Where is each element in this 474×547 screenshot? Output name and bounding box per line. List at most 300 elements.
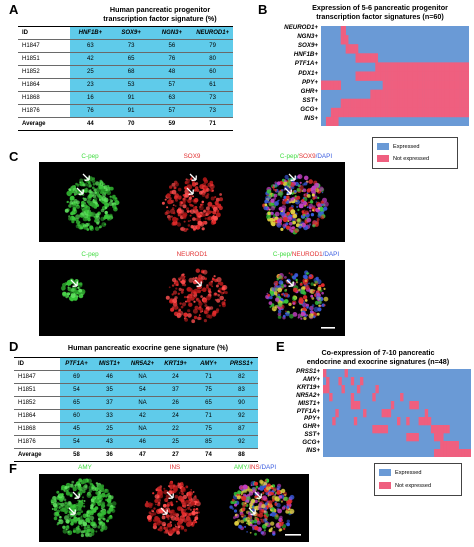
row-id-cell: H1847 [18, 40, 70, 53]
cell-signal [203, 299, 207, 303]
cell-signal [194, 198, 198, 202]
heatmap-cell-not-expressed [425, 99, 428, 108]
cell-signal [285, 225, 287, 227]
heatmap-cell-not-expressed [373, 90, 376, 99]
heatmap-cell-not-expressed [402, 71, 405, 80]
cell-signal [303, 295, 307, 299]
heatmap-cell-not-expressed [434, 449, 437, 457]
heatmap-cell-not-expressed [440, 425, 443, 433]
value-cell: 85 [192, 436, 225, 449]
value-cell: 42 [70, 53, 111, 66]
c1-label-merge [236, 153, 376, 160]
cell-signal [235, 514, 238, 517]
cell-signal [279, 529, 282, 532]
value-cell: 73 [192, 92, 233, 105]
cell-signal [324, 304, 326, 306]
cell-signal [264, 511, 266, 513]
cell-signal [310, 295, 313, 298]
average-value: 47 [126, 449, 159, 462]
cell-signal [182, 512, 185, 515]
header-cell: NGN3+ [152, 27, 193, 40]
heatmap-cell-not-expressed [442, 99, 445, 108]
heatmap-b [321, 26, 469, 126]
cell-signal [93, 183, 96, 186]
cell-signal [295, 230, 298, 233]
heatmap-cell-not-expressed [385, 99, 388, 108]
cell-signal [190, 220, 192, 222]
cell-signal [234, 521, 239, 526]
cell-signal [290, 273, 292, 275]
cell-signal [188, 220, 190, 222]
cell-signal [209, 282, 213, 286]
gene-label: SOX9+ [297, 42, 318, 50]
cell-signal [296, 206, 298, 208]
heatmap-cell-not-expressed [434, 99, 437, 108]
cell-signal [90, 506, 93, 509]
cell-signal [175, 495, 179, 499]
heatmap-cell-not-expressed [326, 377, 329, 385]
cell-signal [304, 182, 307, 185]
heatmap-cell-not-expressed [457, 62, 460, 71]
cell-signal [187, 520, 192, 525]
heatmap-cell-not-expressed [407, 108, 410, 117]
cell-signal [63, 489, 65, 491]
cell-signal [70, 196, 75, 201]
heatmap-cell-not-expressed [452, 108, 455, 117]
heatmap-cell-not-expressed [459, 71, 462, 80]
cell-signal [300, 289, 305, 294]
cell-signal [177, 313, 182, 318]
cell-signal [202, 201, 205, 204]
heatmap-cell-not-expressed [397, 108, 400, 117]
heatmap-cell-not-expressed [427, 71, 430, 80]
cell-signal [306, 218, 311, 223]
cell-signal [300, 318, 302, 320]
cell-signal [219, 197, 223, 201]
cell-signal [206, 286, 209, 289]
heatmap-cell-not-expressed [412, 108, 415, 117]
cell-signal [284, 299, 289, 304]
heatmap-cell-not-expressed [363, 53, 366, 62]
cell-signal [95, 227, 99, 231]
cell-signal [303, 214, 305, 216]
heatmap-cell-not-expressed [406, 417, 409, 425]
cell-signal [68, 188, 71, 191]
cell-signal [53, 503, 57, 507]
c2-label-cpep: C-pep [81, 251, 99, 258]
cell-signal [274, 189, 277, 192]
heatmap-cell-not-expressed [416, 401, 419, 409]
value-cell: 76 [152, 53, 193, 66]
cell-signal [64, 486, 67, 489]
cell-signal [280, 298, 283, 301]
cell-signal [101, 196, 106, 201]
cell-signal [204, 309, 209, 314]
cell-signal [255, 495, 258, 498]
value-cell: 65 [60, 397, 93, 410]
cell-signal [184, 189, 188, 193]
cell-signal [160, 526, 163, 529]
cell-signal [183, 194, 185, 196]
cell-signal [75, 529, 80, 534]
heatmap-cell-not-expressed [430, 62, 433, 71]
cell-signal [289, 222, 293, 226]
heatmap-cell-not-expressed [375, 385, 378, 393]
cell-signal [195, 296, 197, 298]
cell-signal [254, 533, 257, 536]
heatmap-cell-not-expressed [380, 90, 383, 99]
cell-signal [219, 206, 223, 210]
heatmap-cell-not-expressed [341, 35, 344, 44]
value-cell: 45 [60, 423, 93, 436]
heatmap-cell-not-expressed [432, 90, 435, 99]
heatmap-cell-not-expressed [422, 417, 425, 425]
heatmap-cell-not-expressed [400, 81, 403, 90]
cell-signal [189, 197, 192, 200]
cell-signal [318, 207, 320, 209]
cell-signal [322, 192, 324, 194]
cell-signal [303, 188, 307, 192]
heatmap-cell-not-expressed [467, 99, 469, 108]
cell-signal [81, 201, 85, 205]
cell-signal [277, 223, 282, 228]
cell-signal [313, 291, 315, 293]
cell-signal [259, 513, 264, 518]
cell-signal [184, 318, 188, 322]
table-row [18, 105, 233, 118]
cell-signal [202, 227, 205, 230]
heatmap-cell-not-expressed [385, 108, 388, 117]
heatmap-cell-not-expressed [447, 62, 450, 71]
cell-signal [187, 313, 192, 318]
heatmap-cell-not-expressed [462, 81, 465, 90]
cell-signal [104, 192, 107, 195]
cell-signal [71, 288, 75, 292]
cell-signal [95, 213, 99, 217]
cell-signal [81, 525, 83, 527]
cell-signal [279, 495, 282, 498]
cell-signal [274, 515, 279, 520]
cell-signal [317, 287, 321, 291]
heatmap-cell-not-expressed [400, 99, 403, 108]
cell-signal [62, 292, 67, 297]
heatmap-cell-not-expressed [390, 62, 393, 71]
value-cell: 42 [126, 410, 159, 423]
cell-signal [202, 193, 206, 197]
f-label-amy: AMY [78, 464, 92, 471]
cell-signal [196, 514, 198, 516]
heatmap-cell-not-expressed [447, 71, 450, 80]
heatmap-cell-not-expressed [444, 71, 447, 80]
panel-a-title-line1: Human pancreatic progenitor [109, 5, 211, 14]
average-value: 58 [60, 449, 93, 462]
heatmap-cell-not-expressed [464, 99, 467, 108]
cell-signal [175, 199, 178, 202]
row-id-cell: H1864 [14, 410, 60, 423]
average-value: 71 [192, 118, 233, 131]
cell-signal [233, 516, 236, 519]
header-cell: NEUROD1+ [192, 27, 233, 40]
heatmap-cell-not-expressed [343, 108, 346, 117]
cell-signal [169, 286, 171, 288]
heatmap-cell-not-expressed [378, 90, 381, 99]
cell-signal [267, 293, 269, 295]
value-cell: NA [126, 371, 159, 384]
cell-signal [188, 182, 190, 184]
heatmap-cell-not-expressed [331, 81, 334, 90]
cell-signal [308, 179, 313, 184]
heatmap-cell-not-expressed [456, 449, 459, 457]
heatmap-cell-not-expressed [449, 71, 452, 80]
heatmap-cell-not-expressed [431, 425, 434, 433]
heatmap-cell-not-expressed [442, 81, 445, 90]
heatmap-cell-not-expressed [459, 81, 462, 90]
cell-signal [82, 184, 85, 187]
table-row [18, 92, 233, 105]
average-row [14, 449, 258, 462]
heatmap-cell-not-expressed [353, 99, 356, 108]
heatmap-cell-not-expressed [391, 401, 394, 409]
heatmap-cell-not-expressed [363, 108, 366, 117]
heatmap-cell-not-expressed [459, 449, 462, 457]
cell-signal [75, 503, 80, 508]
heatmap-cell-not-expressed [331, 117, 334, 126]
c1-label-sox9: SOX9 [183, 153, 201, 160]
heatmap-cell-not-expressed [383, 81, 386, 90]
cell-signal [208, 290, 211, 293]
heatmap-cell-not-expressed [388, 108, 391, 117]
value-cell: 16 [70, 92, 111, 105]
cell-signal [277, 288, 282, 293]
cell-signal [92, 523, 97, 528]
legend-b-not-expressed-label: Not expressed [393, 155, 430, 162]
heatmap-cell-not-expressed [356, 53, 359, 62]
cell-signal [191, 319, 195, 323]
cell-signal [312, 220, 316, 224]
cell-signal [266, 486, 270, 490]
value-cell: 25 [159, 436, 192, 449]
cell-signal [196, 509, 198, 511]
cell-signal [101, 209, 105, 213]
legend-e-not-expressed [379, 482, 431, 489]
value-cell: 75 [192, 384, 225, 397]
gene-label: GCG+ [300, 105, 318, 113]
cell-signal [284, 179, 287, 182]
value-cell: 90 [225, 397, 258, 410]
cell-signal [250, 524, 253, 527]
cell-signal [289, 272, 291, 274]
c1-merge-sox9: SOX9 [298, 153, 316, 160]
cell-signal [275, 212, 280, 217]
cell-signal [260, 519, 262, 521]
cell-signal [281, 501, 283, 503]
cell-signal [203, 177, 207, 181]
cell-signal [271, 222, 274, 225]
cell-signal [81, 534, 84, 537]
cell-signal [296, 200, 298, 202]
cell-signal [283, 294, 285, 296]
row-id-cell: H1852 [14, 397, 60, 410]
cell-signal [83, 505, 85, 507]
cell-signal [207, 210, 211, 214]
cell-signal [309, 210, 311, 212]
heatmap-cell-not-expressed [351, 393, 354, 401]
value-cell: 53 [111, 79, 152, 92]
cell-signal [281, 205, 286, 210]
average-label: Average [14, 449, 60, 462]
heatmap-cell-not-expressed [447, 81, 450, 90]
cell-signal [213, 215, 215, 217]
cell-signal [106, 190, 111, 195]
heatmap-cell-not-expressed [425, 417, 428, 425]
heatmap-cell-not-expressed [434, 71, 437, 80]
cell-signal [268, 294, 271, 297]
heatmap-cell-not-expressed [346, 44, 349, 53]
cell-signal [101, 183, 103, 185]
cell-signal [157, 503, 160, 506]
heatmap-cell-not-expressed [395, 108, 398, 117]
cell-signal [192, 217, 196, 221]
cell-signal [72, 486, 75, 489]
cell-signal [272, 531, 275, 534]
heatmap-cell-not-expressed [397, 71, 400, 80]
cell-signal [219, 193, 222, 196]
cell-signal [188, 491, 193, 496]
heatmap-cell-not-expressed [338, 377, 341, 385]
cell-signal [297, 209, 299, 211]
f-label-merge [210, 464, 300, 471]
cell-signal [319, 299, 321, 301]
cell-signal [178, 188, 182, 192]
heatmap-cell-not-expressed [464, 108, 467, 117]
cell-signal [252, 528, 254, 530]
heatmap-cell-not-expressed [326, 117, 329, 126]
heatmap-cell-not-expressed [356, 99, 359, 108]
heatmap-cell-not-expressed [390, 90, 393, 99]
cell-signal [309, 313, 314, 318]
cell-signal [85, 518, 90, 523]
expressed-swatch [379, 469, 391, 476]
heatmap-cell-not-expressed [360, 108, 363, 117]
gene-label: HNF1B+ [293, 51, 318, 59]
cell-signal [197, 213, 201, 217]
heatmap-cell-not-expressed [453, 441, 456, 449]
table-a [18, 26, 233, 131]
heatmap-cell-not-expressed [402, 62, 405, 71]
cell-signal [267, 212, 270, 215]
header-cell: PTF1A+ [60, 358, 93, 371]
cell-signal [213, 216, 218, 221]
heatmap-cell-not-expressed [346, 108, 349, 117]
heatmap-cell-not-expressed [397, 417, 400, 425]
cell-signal [310, 200, 313, 203]
cell-signal [105, 211, 108, 214]
heatmap-cell-not-expressed [353, 108, 356, 117]
cell-signal [179, 302, 181, 304]
heatmap-cell-not-expressed [383, 90, 386, 99]
cell-signal [193, 301, 195, 303]
cell-signal [173, 487, 178, 492]
heatmap-cell-not-expressed [446, 441, 449, 449]
cell-signal [204, 319, 207, 322]
value-cell: 91 [111, 92, 152, 105]
cell-signal [155, 494, 160, 499]
header-cell: ID [18, 27, 70, 40]
table-row [18, 40, 233, 53]
heatmap-cell-not-expressed [437, 62, 440, 71]
heatmap-cell-not-expressed [409, 433, 412, 441]
cell-signal [188, 303, 192, 307]
legend-b-not-expressed [377, 155, 429, 162]
cell-signal [306, 307, 308, 309]
cell-signal [185, 500, 189, 504]
cell-signal [181, 280, 186, 285]
heatmap-cell-not-expressed [351, 99, 354, 108]
cell-signal [61, 507, 66, 512]
cell-signal [264, 529, 266, 531]
heatmap-cell-not-expressed [378, 71, 381, 80]
legend-e-expressed [379, 469, 421, 476]
heatmap-cell-not-expressed [378, 108, 381, 117]
heatmap-cell-not-expressed [449, 108, 452, 117]
heatmap-cell-not-expressed [328, 117, 331, 126]
heatmap-cell-not-expressed [388, 71, 391, 80]
panel-d-title: Human pancreatic exocrine gene signature (%) [67, 343, 229, 352]
cell-signal [278, 191, 283, 196]
heatmap-cell-not-expressed [410, 108, 413, 117]
cell-signal [81, 530, 84, 533]
cell-signal [309, 223, 311, 225]
cell-signal [308, 276, 311, 279]
heatmap-cell-not-expressed [434, 425, 437, 433]
cell-signal [292, 198, 295, 201]
cell-signal [324, 297, 329, 302]
cell-signal [85, 223, 89, 227]
heatmap-cell-not-expressed [465, 449, 468, 457]
header-cell: HNF1B+ [70, 27, 111, 40]
heatmap-cell-not-expressed [383, 62, 386, 71]
heatmap-cell-not-expressed [383, 99, 386, 108]
row-id-cell: H1847 [14, 371, 60, 384]
cell-signal [283, 315, 286, 318]
cell-signal [267, 523, 269, 525]
cell-signal [81, 211, 86, 216]
heatmap-cell-not-expressed [437, 99, 440, 108]
cell-signal [153, 512, 156, 515]
heatmap-cell-not-expressed [341, 108, 344, 117]
cell-signal [202, 287, 207, 292]
not-expressed-swatch [377, 155, 389, 162]
cell-signal [249, 491, 253, 495]
panel-a-title-line2: transcription factor signature (%) [103, 13, 217, 23]
cell-signal [78, 520, 82, 524]
heatmap-cell-not-expressed [446, 449, 449, 457]
value-cell: 25 [93, 423, 126, 436]
cell-signal [74, 516, 77, 519]
heatmap-cell-not-expressed [425, 409, 428, 417]
cell-signal [211, 197, 215, 201]
cell-signal [90, 229, 92, 231]
heatmap-cell-not-expressed [373, 99, 376, 108]
cell-signal [275, 294, 277, 296]
cell-signal [87, 183, 92, 188]
heatmap-cell-not-expressed [422, 90, 425, 99]
cell-signal [92, 496, 95, 499]
cell-signal [192, 225, 197, 230]
cell-signal [276, 503, 281, 508]
cell-signal [296, 196, 300, 200]
cell-signal [160, 521, 163, 524]
